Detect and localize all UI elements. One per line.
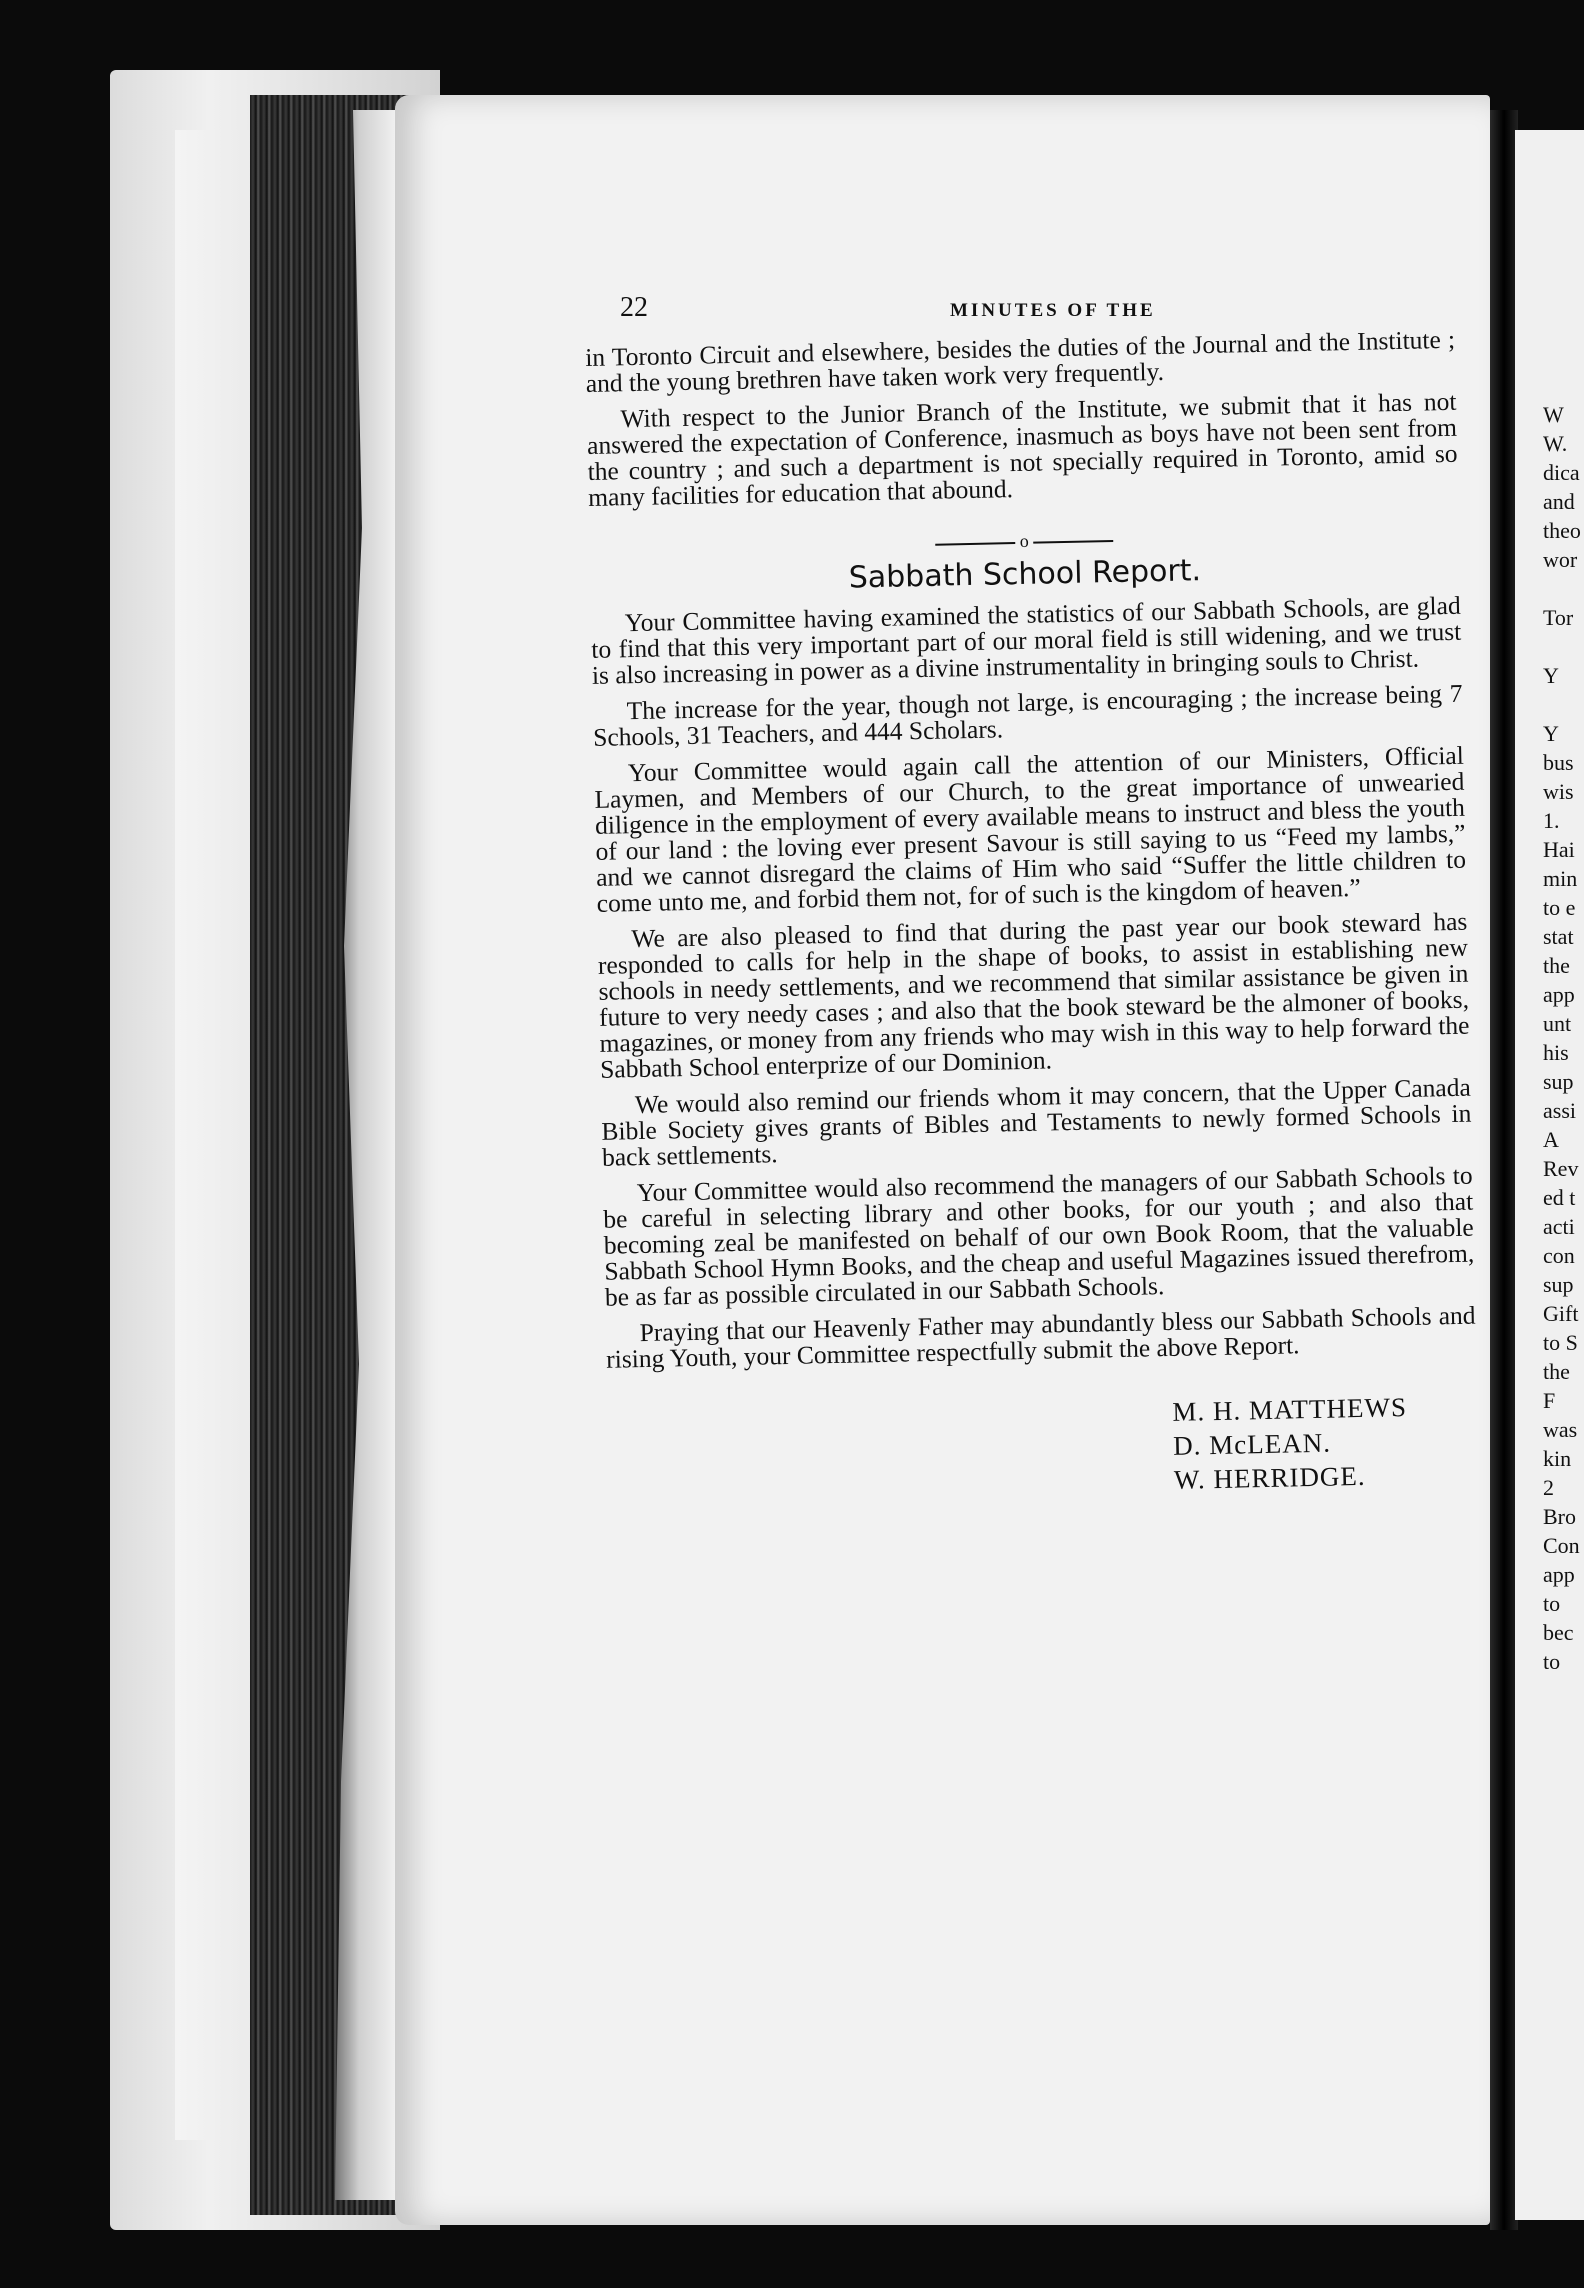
section-title: Sabbath School Report. [848,553,1202,596]
next-page-fragment [1543,632,1584,661]
paragraph: Your Committee would also recommend the managers of our Sabbath Schools to be careful in selecting library and other books, for our youth ; and also that becoming zeal be manifested on behalf of our own Book Room, that the valuable Sabbath School Hymn Books, and the cheap and useful Magazines issued therefrom, be as far as possible circulated in our Sabbath Schools. [603,1160,1475,1312]
next-page-fragment: Gift [1543,1301,1579,1326]
next-page-fragment: A [1543,1127,1559,1152]
next-page-fragment: bec [1543,1620,1574,1645]
next-page-fragment: app [1543,1562,1575,1587]
next-page-fragment: app [1543,982,1575,1007]
next-page-fragment: to [1543,1649,1561,1674]
next-page-fragment: Tor [1543,605,1574,630]
next-page-fragment: to [1543,1591,1561,1616]
next-page-fragment: dica [1543,460,1580,485]
next-page-fragment: W [1543,402,1564,427]
next-page-fragment: stat [1543,924,1574,949]
next-page-fragment: his [1543,1040,1569,1065]
next-page-text [1543,400,1584,1676]
next-page-fragment: 2 [1543,1475,1554,1500]
next-page-fragment: Y [1543,663,1559,688]
next-page-fragment: sup [1543,1069,1574,1094]
book-gutter [1490,110,1518,2230]
next-page-fragment: unt [1543,1011,1572,1036]
next-page-fragment: bus [1543,750,1574,775]
divider-rule [1033,540,1113,544]
next-page-fragment: acti [1543,1214,1575,1239]
page-header [620,292,1460,332]
next-page-fragment [1543,690,1584,719]
signature-name: M. H. MATTHEWS [1172,1392,1408,1427]
next-page-fragment: the [1543,1359,1570,1384]
next-page-fragment: to S [1543,1330,1578,1355]
next-page-fragment: wor [1543,547,1578,572]
next-page-fragment: kin [1543,1446,1572,1471]
page-number: 22 [620,292,648,323]
next-page-fragment: ed t [1543,1185,1576,1210]
next-page-fragment: Bro [1543,1504,1576,1529]
next-page-fragment: and [1543,489,1575,514]
next-page-fragment [1543,574,1584,603]
next-page-fragment: to e [1543,895,1576,920]
next-page-fragment: Hai [1543,837,1575,862]
paragraph: The increase for the year, though not large, is encouraging ; the increase being 7 Schools, 31 Teachers, and 444 Scholars. [592,678,1463,752]
next-page-fragment: Rev [1543,1156,1579,1181]
paragraph: Your Committee would again call the attention of our Ministers, Official Laymen, and Members of our Church, to the great importance of unwearied diligence in the employment of every available means to instruct and bless the youth of our land : the loving ever present Savour is still saying to us “Feed my lambs,” and we cannot disregard the claims of Him who said “Suffer the little children to come unto me, and forbid them not, for of such is the kingdom of heaven.” [594,740,1467,918]
next-page-fragment: W. [1543,431,1568,456]
next-page-fragment: sup [1543,1272,1574,1297]
page-body [584,324,1479,1509]
divider-mark: o [1019,530,1029,551]
paragraph: We would also remind our friends whom it may concern, that the Upper Canada Bible Society gives grants of Bibles and Testaments to newly formed Schools in back settlements. [601,1072,1472,1172]
next-page-fragment: Y [1543,721,1559,746]
next-page-fragment: Con [1543,1533,1580,1558]
next-page-fragment: 1. [1543,808,1560,833]
running-head: MINUTES OF THE [950,300,1156,321]
next-page-fragment: F [1543,1388,1556,1413]
next-page-fragment: was [1543,1417,1578,1442]
next-page-fragment: wis [1543,779,1574,804]
paragraph: With respect to the Junior Branch of the Institute, we submit that it has not answered the expectation of Conference, inasmuch as boys have not been sent from the country ; and such a department is not specially required in Toronto, amid so many facilities for education that abound. [586,386,1458,512]
next-page-fragment: assi [1543,1098,1576,1123]
paragraph: Your Committee having examined the statistics of our Sabbath Schools, are glad to find that this very important part of our moral field is still widening, and we trust is also increasing in power as a divine instrumentality in bringing souls to Christ. [591,590,1462,690]
signature-block [1172,1389,1479,1497]
paragraph: We are also pleased to find that during the past year our book steward has responded to calls for help in the shape of books, to assist in establishing new schools in needy settlements, and we recommend that similar assistance be given in future to very needy cases ; and also that the book steward be the almoner of books, magazines, or money from any friends who may wish in this way to help forward the Sabbath School enterprize of our Dominion. [597,906,1470,1084]
paragraph: Praying that our Heavenly Father may abundantly bless our Sabbath Schools and rising Youth, your Committee respectfully submit the above Report. [605,1300,1476,1374]
next-page-fragment: min [1543,866,1578,891]
next-page-fragment: con [1543,1243,1575,1268]
divider-rule [935,542,1015,546]
signature-name: W. HERRIDGE. [1173,1460,1366,1495]
paragraph: in Toronto Circuit and elsewhere, besides the duties of the Journal and the Institute ; and the young brethren have taken work very frequently. [584,324,1456,398]
next-page-fragment: the [1543,953,1570,978]
signature-name: D. McLEAN. [1172,1427,1332,1461]
next-page-fragment: theo [1543,518,1581,543]
